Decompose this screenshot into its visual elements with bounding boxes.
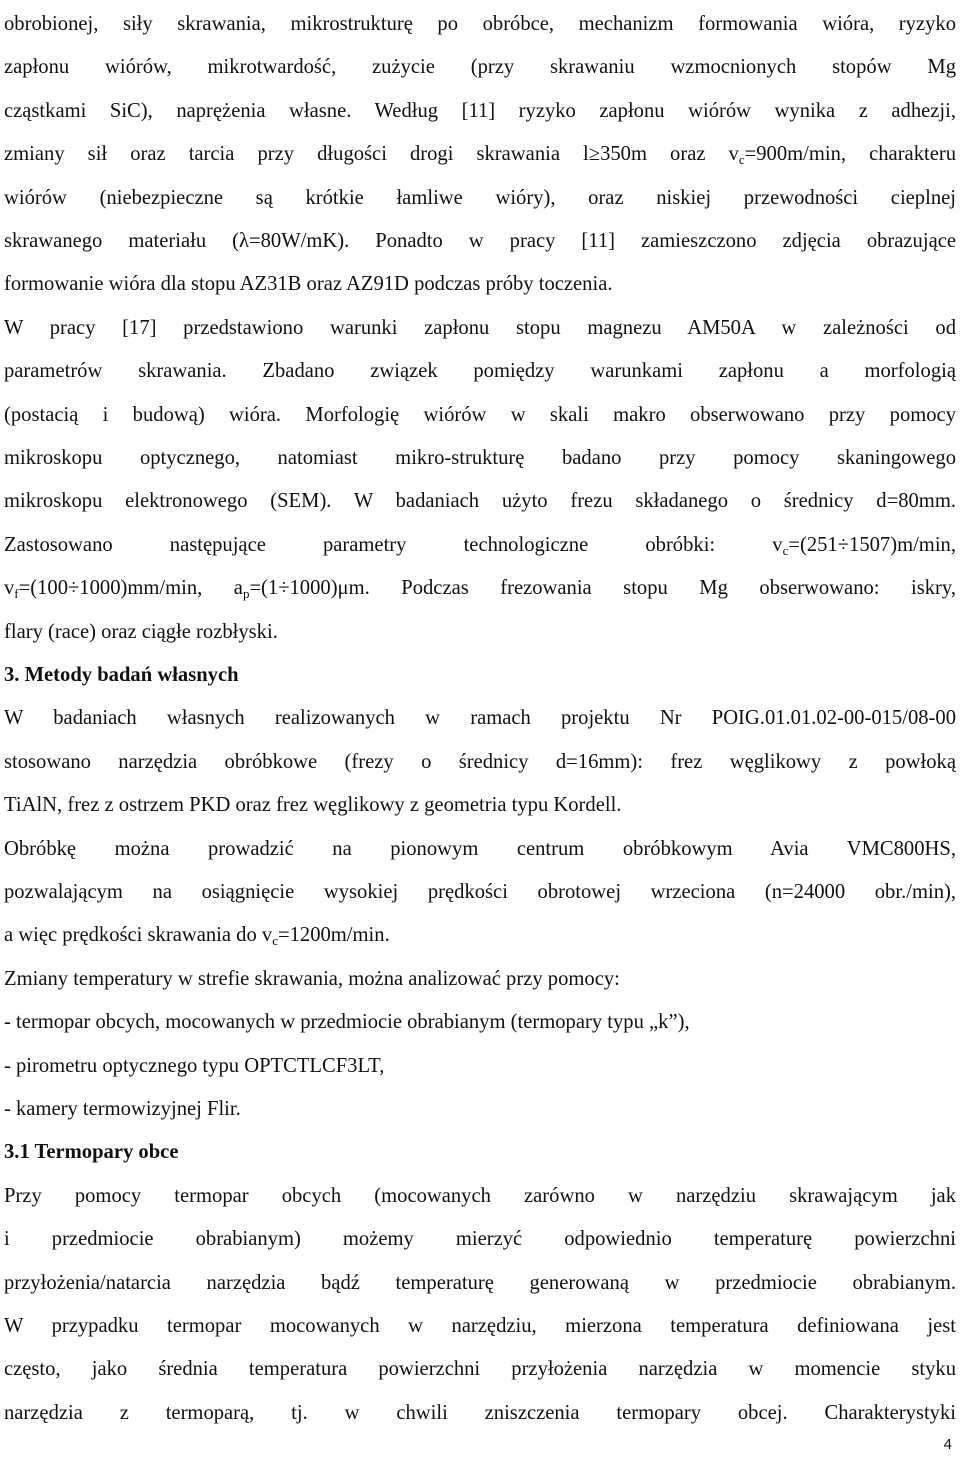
text-line [4,226,956,256]
text-run: - kamery termowizyjnej Flir. [4,1098,241,1120]
text-run: flary (race) oraz ciągłe rozbłyski. [4,620,278,643]
text-run: stosowano narzędzia obróbkowe (frezy o średnicy d=16mm): frez węglikowy z powłoką [4,750,956,773]
text-run: =(251÷1507)m/min, [788,533,956,556]
text-run: wiórów (niebezpieczne są krótkie łamliwe wióry), oraz niskiej przewodności cieplnej [4,186,956,209]
text-run: Przy pomocy termopar obcych (mocowanych zarówno w narzędziu skrawającym jak [4,1184,956,1207]
text-run: - pirometru optycznego typu OPTCTLCF3LT, [4,1054,385,1077]
text-line [4,486,956,516]
text-line [4,400,956,430]
text-run: Zastosowano następujące parametry technologiczne obróbki: v [4,533,783,556]
text-line [4,9,956,39]
text-line [4,747,956,777]
text-run: W pracy [17] przedstawiono warunki zapłonu stopu magnezu AM50A w zależności od [4,316,956,339]
text-run: formowanie wióra dla stopu AZ31B oraz AZ91D podczas próby toczenia. [4,273,613,296]
text-run: parametrów skrawania. Zbadano związek pomiędzy warunkami zapłonu a morfologią [4,360,956,383]
text-line [4,52,956,82]
text-run: W badaniach własnych realizowanych w ramach projektu Nr POIG.01.01.02-00-015/08-00 [4,707,956,730]
text-run: i przedmiocie obrabianym) możemy mierzyć odpowiednio temperaturę powierzchni [4,1228,956,1251]
text-run: 3. Metody badań własnych [4,664,239,686]
text-run: zmiany sił oraz tarcia przy długości drogi skrawania l≥350m oraz v [4,143,739,166]
text-run: narzędzia z termoparą, tj. w chwili zniszczenia termopary obcej. Charakterystyki [4,1401,956,1424]
text-line [4,356,956,386]
text-line [4,964,956,994]
text-run: v [4,577,15,600]
page-number: 4 [943,1436,952,1453]
text-run: skrawanego materiału (λ=80W/mK). Ponadto w pracy [11] zamieszczono zdjęcia obrazujące [4,230,956,252]
list-item [4,1094,956,1124]
text-run: =(100÷1000)mm/min, a [18,577,243,600]
subscript: c [782,542,789,558]
text-line [4,269,956,299]
text-line [4,443,956,473]
text-line [4,617,956,647]
text-run: 3.1 Termopary obce [4,1141,179,1164]
subscript: p [242,586,250,602]
text-run: mikroskopu optycznego, natomiast mikro-strukturę badano przy pomocy skaningowego [4,447,956,469]
text-line [4,1268,956,1298]
text-run: (postacią i budową) wióra. Morfologię wiórów w skali makro obserwowano przy pomocy [4,403,956,426]
subsection-heading [4,1137,956,1167]
text-run: przyłożenia/natarcia narzędzia bądź temperaturę generowaną w przedmiocie obrabianym. [4,1271,956,1294]
section-heading [4,660,956,690]
text-run: TiAlN, frez z ostrzem PKD oraz frez węglikowy z geometria typu Kordell. [4,794,622,817]
text-line [4,1354,956,1384]
subscript: c [272,933,278,949]
text-run: =(1÷1000)μm. Podczas frezowania stopu Mg obserwowano: iskry, [249,577,956,600]
text-line [4,1224,956,1254]
text-line [4,703,956,733]
subscript: c [738,152,745,168]
text-run: mikroskopu elektronowego (SEM). W badaniach użyto frezu składanego o średnicy d=80mm. [4,490,956,513]
text-line [4,313,956,343]
text-line [4,573,956,603]
text-run: pozwalającym na osiągnięcie wysokiej prędkości obrotowej wrzeciona (n=24000 obr./min), [4,881,956,903]
text-line [4,139,956,169]
text-run: =900m/min, charakteru [744,143,956,166]
text-run: a więc prędkości skrawania do v [4,924,273,947]
text-line [4,1181,956,1211]
text-run: W przypadku termopar mocowanych w narzędziu, mierzona temperatura definiowana jest [4,1315,956,1337]
text-line [4,790,956,820]
text-run: Zmiany temperatury w strefie skrawania, można analizować przy pomocy: [4,967,620,990]
text-run: zapłonu wiórów, mikrotwardość, zużycie (przy skrawaniu wzmocnionych stopów Mg [4,56,956,79]
text-line [4,96,956,126]
text-line [4,183,956,213]
text-line [4,920,956,950]
text-run: Obróbkę można prowadzić na pionowym centrum obróbkowym Avia VMC800HS, [4,837,956,860]
text-run: - termopar obcych, mocowanych w przedmiocie obrabianym (termopary typu „k”), [4,1011,690,1034]
list-item [4,1051,956,1081]
list-item [4,1007,956,1037]
text-line [4,530,956,560]
text-run: cząstkami SiC), naprężenia własne. Według [11] ryzyko zapłonu wiórów wynika z adhezji, [4,99,956,122]
text-line [4,834,956,864]
text-line [4,877,956,907]
text-run: często, jako średnia temperatura powierzchni przyłożenia narzędzia w momencie styku [4,1358,956,1381]
text-line [4,1398,956,1428]
text-run: =1200m/min. [277,924,390,947]
text-line [4,1311,956,1341]
text-run: obrobionej, siły skrawania, mikrostrukturę po obróbce, mechanizm formowania wióra, ryzyko [4,13,956,35]
subscript: f [14,586,19,602]
